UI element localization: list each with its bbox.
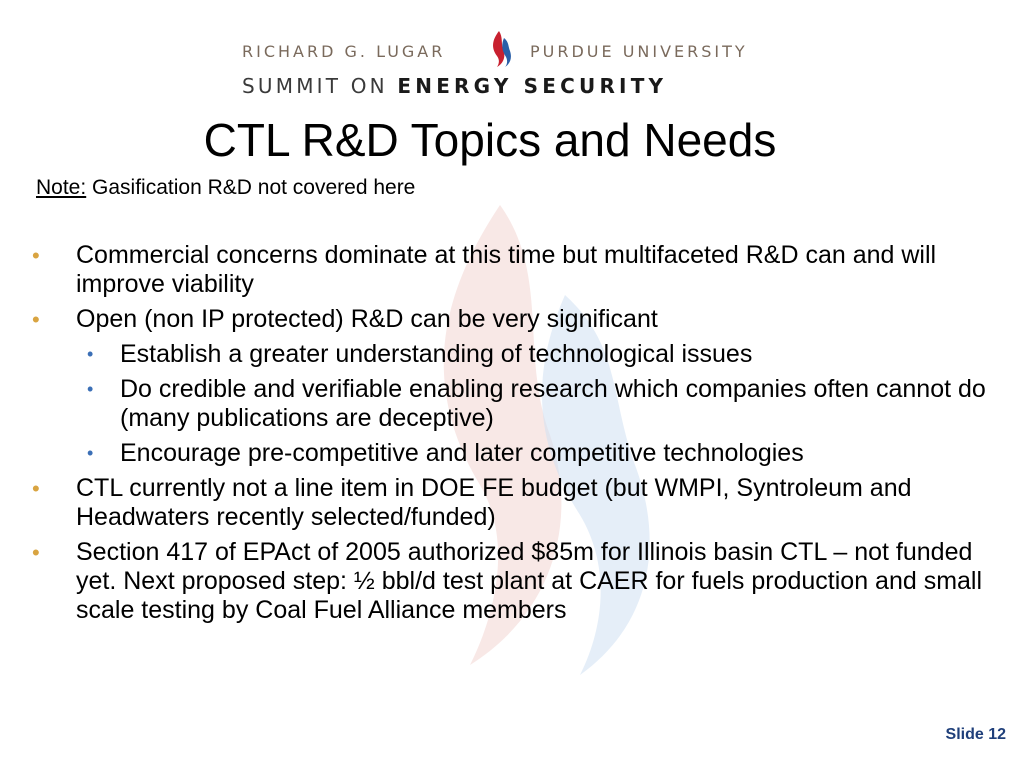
bullet-dot-icon: • [32, 243, 40, 268]
bullet-text: Do credible and verifiable enabling research which companies often cannot do (many publications are deceptive) [120, 375, 986, 432]
slide-title: CTL R&D Topics and Needs [203, 114, 777, 166]
bullet-item [28, 241, 998, 299]
bullet-item [28, 474, 998, 532]
logo-energy-security-text: ENERGY SECURITY [397, 74, 668, 98]
bullet-item [28, 538, 998, 625]
bullet-item [28, 305, 998, 334]
bullet-dot-icon: • [32, 307, 40, 332]
summit-logo [238, 30, 783, 100]
logo-summit-text: SUMMIT ON [242, 74, 388, 98]
bullet-text: Section 417 of EPAct of 2005 authorized $85m for Illinois basin CTL – not funded yet. Next proposed step: ½ bbl/d test plant at CAER for fuels production and small scale testing by Coal Fuel Alliance members [76, 538, 983, 624]
bullet-text: Open (non IP protected) R&D can be very significant [76, 305, 658, 333]
sub-bullet-dot-icon: • [87, 443, 94, 463]
note-text: Gasification R&D not covered here [86, 176, 416, 199]
flame-logo-icon [490, 30, 512, 68]
sub-bullet-item [28, 340, 998, 369]
bullet-dot-icon: • [32, 540, 40, 565]
sub-bullet-item [28, 439, 998, 468]
note-label: Note: [36, 176, 87, 199]
bullet-text: Commercial concerns dominate at this time but multifaceted R&D can and will improve viability [76, 241, 937, 298]
sub-bullet-item [28, 375, 998, 433]
bullet-text: Encourage pre-competitive and later competitive technologies [120, 439, 804, 467]
bullet-dot-icon: • [32, 476, 40, 501]
sub-bullet-dot-icon: • [87, 379, 94, 399]
sub-bullet-dot-icon: • [87, 344, 94, 364]
bullet-list [28, 241, 998, 631]
bullet-text: CTL currently not a line item in DOE FE budget (but WMPI, Syntroleum and Headwaters recently selected/funded) [76, 474, 912, 531]
note [36, 175, 415, 201]
logo-name-left: RICHARD G. LUGAR [242, 42, 446, 61]
logo-name-right: PURDUE UNIVERSITY [530, 42, 748, 61]
logo-line-2 [242, 74, 667, 98]
slide-number: Slide 12 [945, 726, 1006, 743]
bullet-text: Establish a greater understanding of technological issues [120, 340, 753, 368]
